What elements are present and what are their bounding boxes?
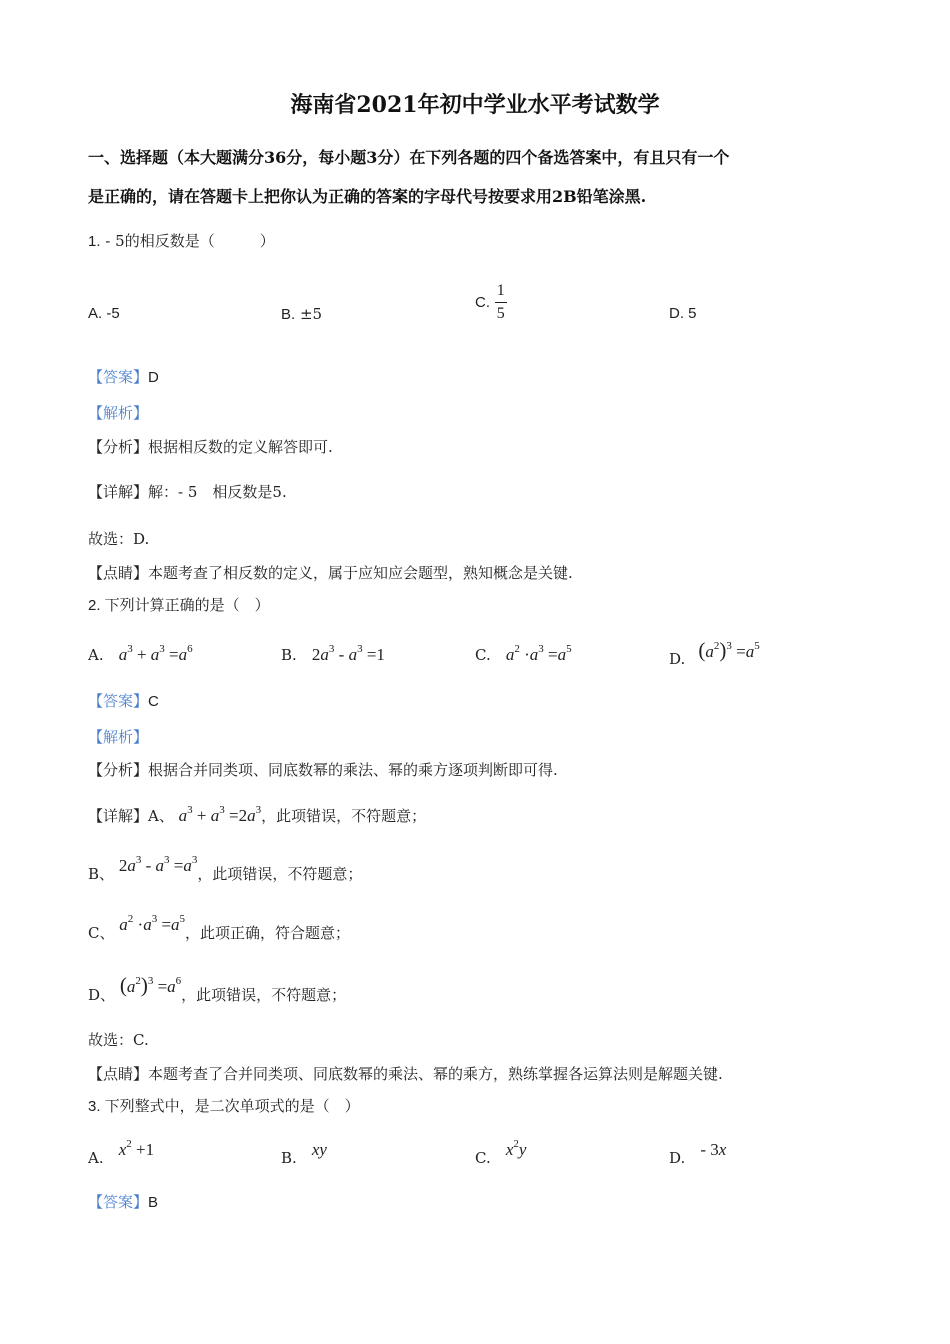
section-header-line2: 是正确的，请在答题卡上把你认为正确的答案的字母代号按要求用2B铅笔涂黑. bbox=[88, 187, 647, 206]
q2-option-c-label: C. bbox=[475, 646, 491, 664]
q1-detail bbox=[88, 482, 287, 502]
q1-option-a-label: A. bbox=[88, 305, 103, 322]
q3-option-d bbox=[669, 1140, 727, 1167]
analysis-label: 【分析】 bbox=[88, 438, 149, 456]
q1-option-b-label: B. bbox=[281, 306, 296, 323]
q1-comment-text: 本题考查了相反数的定义，属于应知应会题型，熟知概念是关键. bbox=[148, 564, 573, 582]
comment-label: 【点睛】 bbox=[88, 1065, 149, 1083]
q3-option-a bbox=[88, 1138, 155, 1167]
q1-option-b-value: ±5 bbox=[299, 305, 323, 323]
q2-option-c-expr: $a^2 \cdot a^3 =a^5$ bbox=[505, 643, 572, 664]
q2-detail-a-verdict: ，此项错误，不符题意； bbox=[261, 807, 427, 825]
q1-option-a bbox=[88, 305, 120, 322]
q2-option-a bbox=[88, 645, 193, 665]
q1-option-d-label: D. bbox=[669, 305, 684, 322]
q2-detail-a-expr: $a^3 + a^3 =2a^3$ bbox=[178, 804, 262, 825]
section-header-line1: 一、选择题（本大题满分36分，每小题3分）在下列各题的四个备选答案中，有且只有一个 bbox=[88, 148, 730, 167]
q1-answer-value: D bbox=[148, 369, 159, 386]
q2-detail-c-verdict: ，此项正确，符合题意； bbox=[185, 924, 351, 942]
q2-analysis bbox=[88, 760, 558, 780]
q1-option-d-value: 5 bbox=[688, 305, 697, 322]
q1-detail-text: 解：- 5 相反数是5. bbox=[148, 483, 287, 501]
q2-option-b-label: B. bbox=[281, 646, 297, 664]
q2-stem: 2. 下列计算正确的是（ ） bbox=[88, 597, 270, 614]
q1-option-c-numerator: 1 bbox=[496, 282, 505, 299]
q3-option-b-expr: xy bbox=[311, 1140, 327, 1159]
q2-detail-d-prefix: D、 bbox=[88, 986, 116, 1004]
q2-analysis-heading: 【解析】 bbox=[88, 728, 149, 746]
analysis-label: 【分析】 bbox=[88, 761, 149, 779]
q1-number: 1. bbox=[88, 233, 101, 250]
q2-option-b-expr: $2a^3 - a^3 =1$ bbox=[311, 643, 385, 664]
q2-option-d-expr: $(a^2)^3 =a^5$ bbox=[698, 638, 760, 662]
q1-option-a-value: -5 bbox=[106, 305, 120, 322]
q2-option-d-label: D. bbox=[669, 650, 686, 668]
q1-choose: 故选：D. bbox=[88, 530, 150, 548]
q2-detail-a bbox=[88, 806, 426, 826]
q1-option-b bbox=[281, 305, 322, 323]
answer-label: 【答案】 bbox=[88, 692, 149, 710]
q2-answer-value: C bbox=[148, 693, 159, 710]
detail-label: 【详解】 bbox=[88, 807, 149, 825]
q2-option-c bbox=[475, 645, 572, 665]
page-title: 海南省2021年初中学业水平考试数学 bbox=[290, 92, 660, 118]
q2-detail-c bbox=[88, 913, 351, 942]
q3-option-c-expr: $x^2y$ bbox=[505, 1138, 527, 1159]
q2-detail-d bbox=[88, 973, 347, 1004]
q2-detail-b-verdict: ，此项错误，不符题意； bbox=[197, 865, 363, 883]
q3-option-b bbox=[281, 1140, 327, 1167]
q3-answer-value: B bbox=[148, 1194, 159, 1211]
q3-answer bbox=[88, 1192, 158, 1213]
q2-option-a-expr: $a^3 + a^3 =a^6$ bbox=[118, 643, 193, 664]
q2-detail-a-prefix: A、 bbox=[148, 807, 174, 825]
answer-label: 【答案】 bbox=[88, 1193, 149, 1211]
q2-detail-b-prefix: B、 bbox=[88, 865, 115, 883]
q1-option-c-denominator: 5 bbox=[496, 305, 505, 322]
q2-option-a-label: A. bbox=[88, 646, 104, 664]
q1-analysis-text: 根据相反数的定义解答即可. bbox=[148, 438, 333, 456]
q3-stem: 3. 下列整式中，是二次单项式的是（ ） bbox=[88, 1098, 360, 1115]
q2-detail-d-verdict: ，此项错误，不符题意； bbox=[181, 986, 347, 1004]
q3-option-a-label: A. bbox=[88, 1149, 104, 1167]
q3-option-c-label: C. bbox=[475, 1149, 491, 1167]
detail-label: 【详解】 bbox=[88, 483, 149, 501]
q1-stem-text: 的相反数是（ ） bbox=[124, 232, 275, 250]
q2-detail-c-prefix: C、 bbox=[88, 924, 115, 942]
q3-option-c bbox=[475, 1138, 527, 1167]
q2-detail-c-expr: $a^2 \cdot a^3 =a^5$ bbox=[119, 913, 186, 934]
q1-analysis bbox=[88, 437, 333, 457]
q1-analysis-heading: 【解析】 bbox=[88, 404, 149, 422]
q1-answer bbox=[88, 367, 159, 388]
q1-option-d bbox=[669, 305, 697, 322]
answer-label: 【答案】 bbox=[88, 368, 149, 386]
q1-stem bbox=[88, 231, 275, 252]
q2-choose: 故选：C. bbox=[88, 1031, 149, 1049]
q2-comment bbox=[88, 1064, 723, 1084]
q2-comment-text: 本题考查了合并同类项、同底数幂的乘法、幂的乘方，熟练掌握各运算法则是解题关键. bbox=[148, 1065, 723, 1083]
q1-option-c-fraction bbox=[495, 282, 507, 323]
q1-option-c bbox=[475, 282, 507, 323]
q1-option-c-label: C. bbox=[475, 294, 490, 311]
q3-option-b-label: B. bbox=[281, 1149, 297, 1167]
q3-option-d-expr: - 3x bbox=[700, 1140, 727, 1159]
comment-label: 【点睛】 bbox=[88, 564, 149, 582]
q3-option-d-label: D. bbox=[669, 1149, 686, 1167]
q2-option-b bbox=[281, 645, 385, 665]
q2-detail-b bbox=[88, 854, 363, 883]
q2-answer bbox=[88, 691, 159, 712]
q2-detail-b-expr: $2a^3 - a^3 =a^3$ bbox=[118, 854, 198, 875]
q1-comment bbox=[88, 563, 573, 583]
q3-option-a-expr: $x^2 +1$ bbox=[118, 1138, 155, 1159]
q2-detail-d-expr: $(a^2)^3 =a^6$ bbox=[119, 973, 182, 997]
q1-stem-expr: - 5 bbox=[105, 232, 125, 250]
q2-analysis-text: 根据合并同类项、同底数幂的乘法、幂的乘方逐项判断即可得. bbox=[148, 761, 558, 779]
q2-option-d bbox=[669, 638, 760, 668]
